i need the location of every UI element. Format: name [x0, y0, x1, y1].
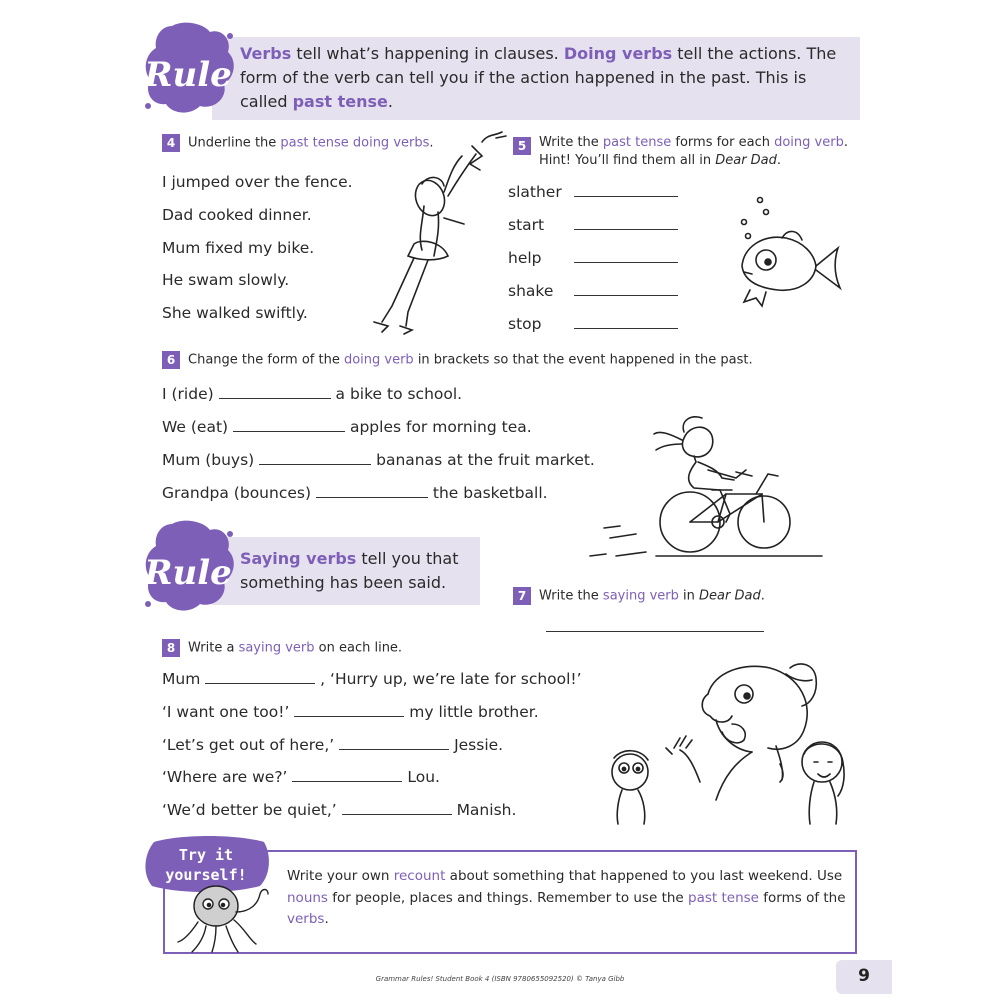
ex8-line: ‘Let’s get out of here,’ Jessie. — [162, 736, 504, 754]
ex4-instruction: 4 Underline the past tense doing verbs. — [162, 134, 434, 153]
ex5-number: 5 — [513, 137, 531, 155]
answer-blank[interactable] — [574, 282, 678, 296]
ex6-number: 6 — [162, 351, 180, 369]
ex5-instruction: 5 Write the past tense forms for each doing verb. Hint! You’ll find them all in Dear Dad. — [513, 134, 848, 170]
try-badge-line1: Try it — [178, 846, 234, 864]
answer-blank[interactable] — [339, 736, 449, 750]
answer-blank[interactable] — [233, 418, 345, 432]
answer-blank[interactable] — [574, 216, 678, 230]
rule-badge-label: Rule — [144, 553, 232, 593]
answer-blank[interactable] — [259, 451, 371, 465]
answer-blank[interactable] — [316, 484, 428, 498]
ex5-verb-row: start — [508, 216, 678, 234]
answer-blank[interactable] — [219, 385, 331, 399]
rule-badge-label: Rule — [144, 55, 232, 95]
octopus-icon — [176, 882, 272, 954]
ex8-number: 8 — [162, 639, 180, 657]
ex8-line: ‘We’d better be quiet,’ Manish. — [162, 801, 517, 819]
answer-blank[interactable] — [574, 315, 678, 329]
fish-illustration — [730, 194, 850, 314]
ex8-line: Mum , ‘Hurry up, we’re late for school!’ — [162, 670, 582, 688]
ex4-number: 4 — [162, 134, 180, 152]
ex7-instruction: 7 Write the saying verb in Dear Dad. — [513, 587, 765, 606]
try-badge-line2: yourself! — [165, 866, 247, 884]
ex6-instruction: 6 Change the form of the doing verb in brackets so that the event happened in the past. — [162, 351, 753, 370]
rule-text-saying-verbs: Saying verbs tell you that something has been said. — [240, 549, 459, 592]
answer-blank[interactable] — [294, 703, 404, 717]
ex4-sentence[interactable]: Mum fixed my bike. — [162, 239, 315, 257]
answer-blank[interactable] — [205, 670, 315, 684]
rule-text-verbs: Verbs tell what’s happening in clauses. Doing verbs tell the actions. The form of the verb can tell you if the action happened in the past. This is called past tense. — [240, 44, 837, 111]
page-number: 9 — [858, 966, 870, 986]
try-it-yourself-text: Write your own recount about something that happened to you last weekend. Use nouns for people, places and things. Remember to use the past tense forms of the verbs. — [287, 868, 846, 927]
rule-badge-splat — [142, 516, 238, 616]
ex6-line: We (eat) apples for morning tea. — [162, 418, 532, 436]
ex5-verb-row: help — [508, 249, 678, 267]
ex4-sentence[interactable]: She walked swiftly. — [162, 304, 308, 322]
ex5-verb-row: slather — [508, 183, 678, 201]
ex8-line: ‘I want one too!’ my little brother. — [162, 703, 539, 721]
ex6-line: Mum (buys) bananas at the fruit market. — [162, 451, 595, 469]
ex4-sentence[interactable]: Dad cooked dinner. — [162, 206, 312, 224]
answer-blank[interactable] — [546, 631, 764, 632]
jumping-girl-illustration — [352, 126, 512, 336]
answer-blank[interactable] — [574, 183, 678, 197]
ex8-line: ‘Where are we?’ Lou. — [162, 768, 440, 786]
ex8-instruction: 8 Write a saying verb on each line. — [162, 639, 402, 658]
mum-and-children-illustration — [604, 654, 850, 830]
ex7-number: 7 — [513, 587, 531, 605]
ex4-sentence[interactable]: I jumped over the fence. — [162, 173, 353, 191]
rule-badge-splat — [142, 18, 238, 118]
ex5-verb-row: shake — [508, 282, 678, 300]
answer-blank[interactable] — [292, 768, 402, 782]
answer-blank[interactable] — [342, 801, 452, 815]
bike-rider-illustration — [586, 410, 826, 560]
ex6-line: I (ride) a bike to school. — [162, 385, 463, 403]
ex4-sentence[interactable]: He swam slowly. — [162, 271, 290, 289]
answer-blank[interactable] — [574, 249, 678, 263]
ex6-line: Grandpa (bounces) the basketball. — [162, 484, 548, 502]
ex5-verb-row: stop — [508, 315, 678, 333]
footer-copyright: Grammar Rules! Student Book 4 (ISBN 9780655092520) © Tanya Gibb — [375, 975, 625, 983]
